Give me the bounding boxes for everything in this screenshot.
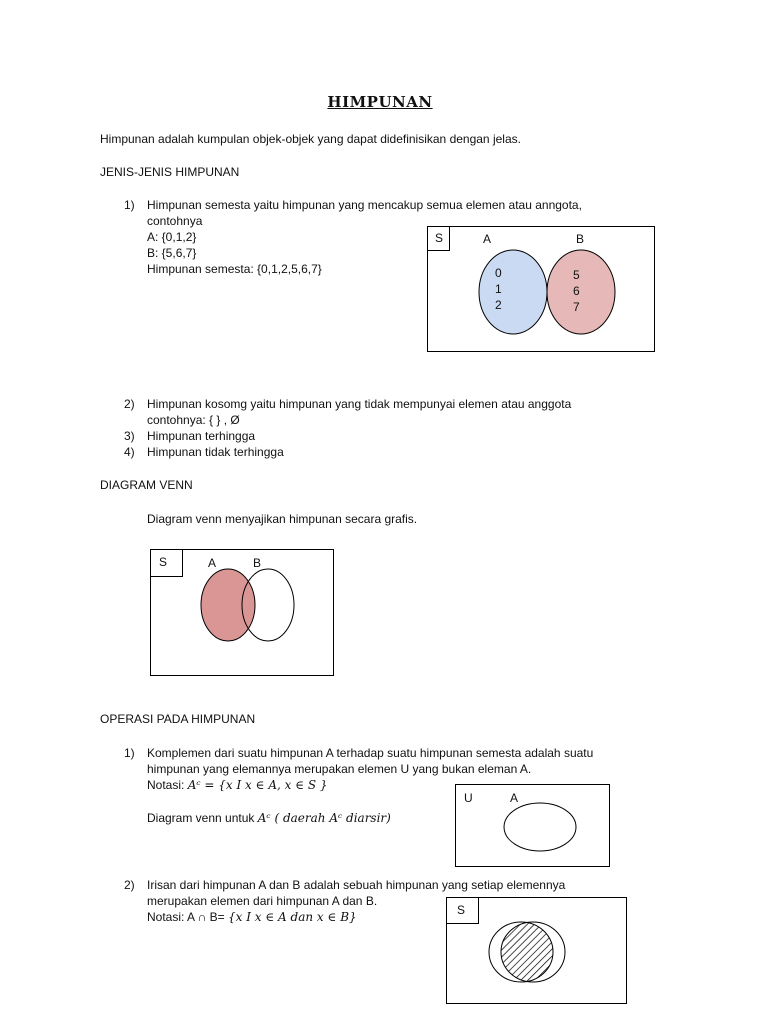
notation-formula: {x I x ∈ A dan x ∈ B} bbox=[228, 910, 357, 924]
set-a-label: A bbox=[510, 791, 519, 805]
notation-label: Notasi: bbox=[147, 778, 188, 792]
list-number: 4) bbox=[124, 445, 135, 459]
universal-label: S bbox=[457, 903, 466, 917]
page-title: HIMPUNAN bbox=[327, 93, 433, 111]
caption-formula: Aᶜ ( daerah Aᶜ diarsir) bbox=[257, 811, 391, 825]
list-number: 2) bbox=[124, 397, 135, 411]
set-b-circle bbox=[547, 250, 615, 334]
set-a-definition: A: {0,1,2} bbox=[147, 230, 197, 244]
section-heading-operasi: OPERASI PADA HIMPUNAN bbox=[100, 712, 256, 726]
intro-paragraph: Himpunan adalah kumpulan objek-objek yang dapat didefinisikan dengan jelas. bbox=[100, 132, 521, 146]
list-item-text: Irisan dari himpunan A dan B adalah sebuah himpunan yang setiap elemennya bbox=[147, 878, 566, 892]
list-item-text: Himpunan tidak terhingga bbox=[147, 445, 284, 459]
set-b-label: B bbox=[576, 232, 585, 246]
intersection-notation bbox=[147, 909, 357, 925]
universal-label: U bbox=[464, 791, 473, 805]
set-a-element: 2 bbox=[495, 298, 502, 312]
list-item-text: Himpunan terhingga bbox=[147, 429, 256, 443]
set-a-label: A bbox=[483, 232, 492, 246]
complement-notation bbox=[147, 777, 328, 793]
list-item-text: Komplemen dari suatu himpunan A terhadap suatu himpunan semesta adalah suatu bbox=[147, 746, 594, 760]
list-item-text: contohnya: { } , Ø bbox=[147, 413, 240, 427]
universal-label: S bbox=[159, 555, 168, 569]
list-number: 2) bbox=[124, 878, 135, 892]
section-heading-jenis: JENIS-JENIS HIMPUNAN bbox=[100, 165, 240, 179]
list-item-text: Himpunan semesta yaitu himpunan yang mencakup semua elemen atau anngota, bbox=[147, 198, 582, 212]
set-b-definition: B: {5,6,7} bbox=[147, 246, 197, 260]
list-number: 3) bbox=[124, 429, 135, 443]
complement-diagram-caption bbox=[147, 810, 391, 826]
set-a-label: A bbox=[208, 556, 217, 570]
set-b-element: 6 bbox=[573, 284, 580, 298]
list-item-text: himpunan yang elemannya merupakan elemen U yang bukan eleman A. bbox=[147, 762, 532, 776]
venn-diagram-example bbox=[150, 549, 334, 676]
notation-label: Notasi: A ∩ B= bbox=[147, 910, 228, 924]
venn-diagram-universal bbox=[427, 226, 655, 352]
set-a-element: 1 bbox=[495, 282, 502, 296]
list-item-text: merupakan elemen dari himpunan A dan B. bbox=[147, 894, 378, 908]
caption-label: Diagram venn untuk bbox=[147, 811, 258, 825]
set-b-element: 7 bbox=[573, 300, 580, 314]
notation-formula: Aᶜ = {x I x ∈ A, x ∈ S } bbox=[187, 778, 328, 792]
list-item-text: Himpunan kosomg yaitu himpunan yang tidak mempunyai elemen atau anggota bbox=[147, 397, 572, 411]
set-a-circle bbox=[504, 803, 576, 851]
set-a-circle bbox=[201, 569, 255, 641]
universal-set-definition: Himpunan semesta: {0,1,2,5,6,7} bbox=[147, 262, 322, 276]
list-number: 1) bbox=[124, 746, 135, 760]
set-a-circle bbox=[479, 250, 547, 334]
set-b-element: 5 bbox=[573, 268, 580, 282]
section-heading-venn: DIAGRAM VENN bbox=[100, 478, 193, 492]
list-number: 1) bbox=[124, 198, 135, 212]
venn-description: Diagram venn menyajikan himpunan secara grafis. bbox=[147, 512, 418, 526]
venn-diagram-complement bbox=[455, 784, 610, 867]
set-b-label: B bbox=[253, 556, 262, 570]
list-item-text: contohnya bbox=[147, 214, 203, 228]
set-a-element: 0 bbox=[495, 266, 502, 280]
universal-label: S bbox=[435, 231, 444, 245]
venn-diagram-intersection bbox=[446, 897, 627, 1004]
